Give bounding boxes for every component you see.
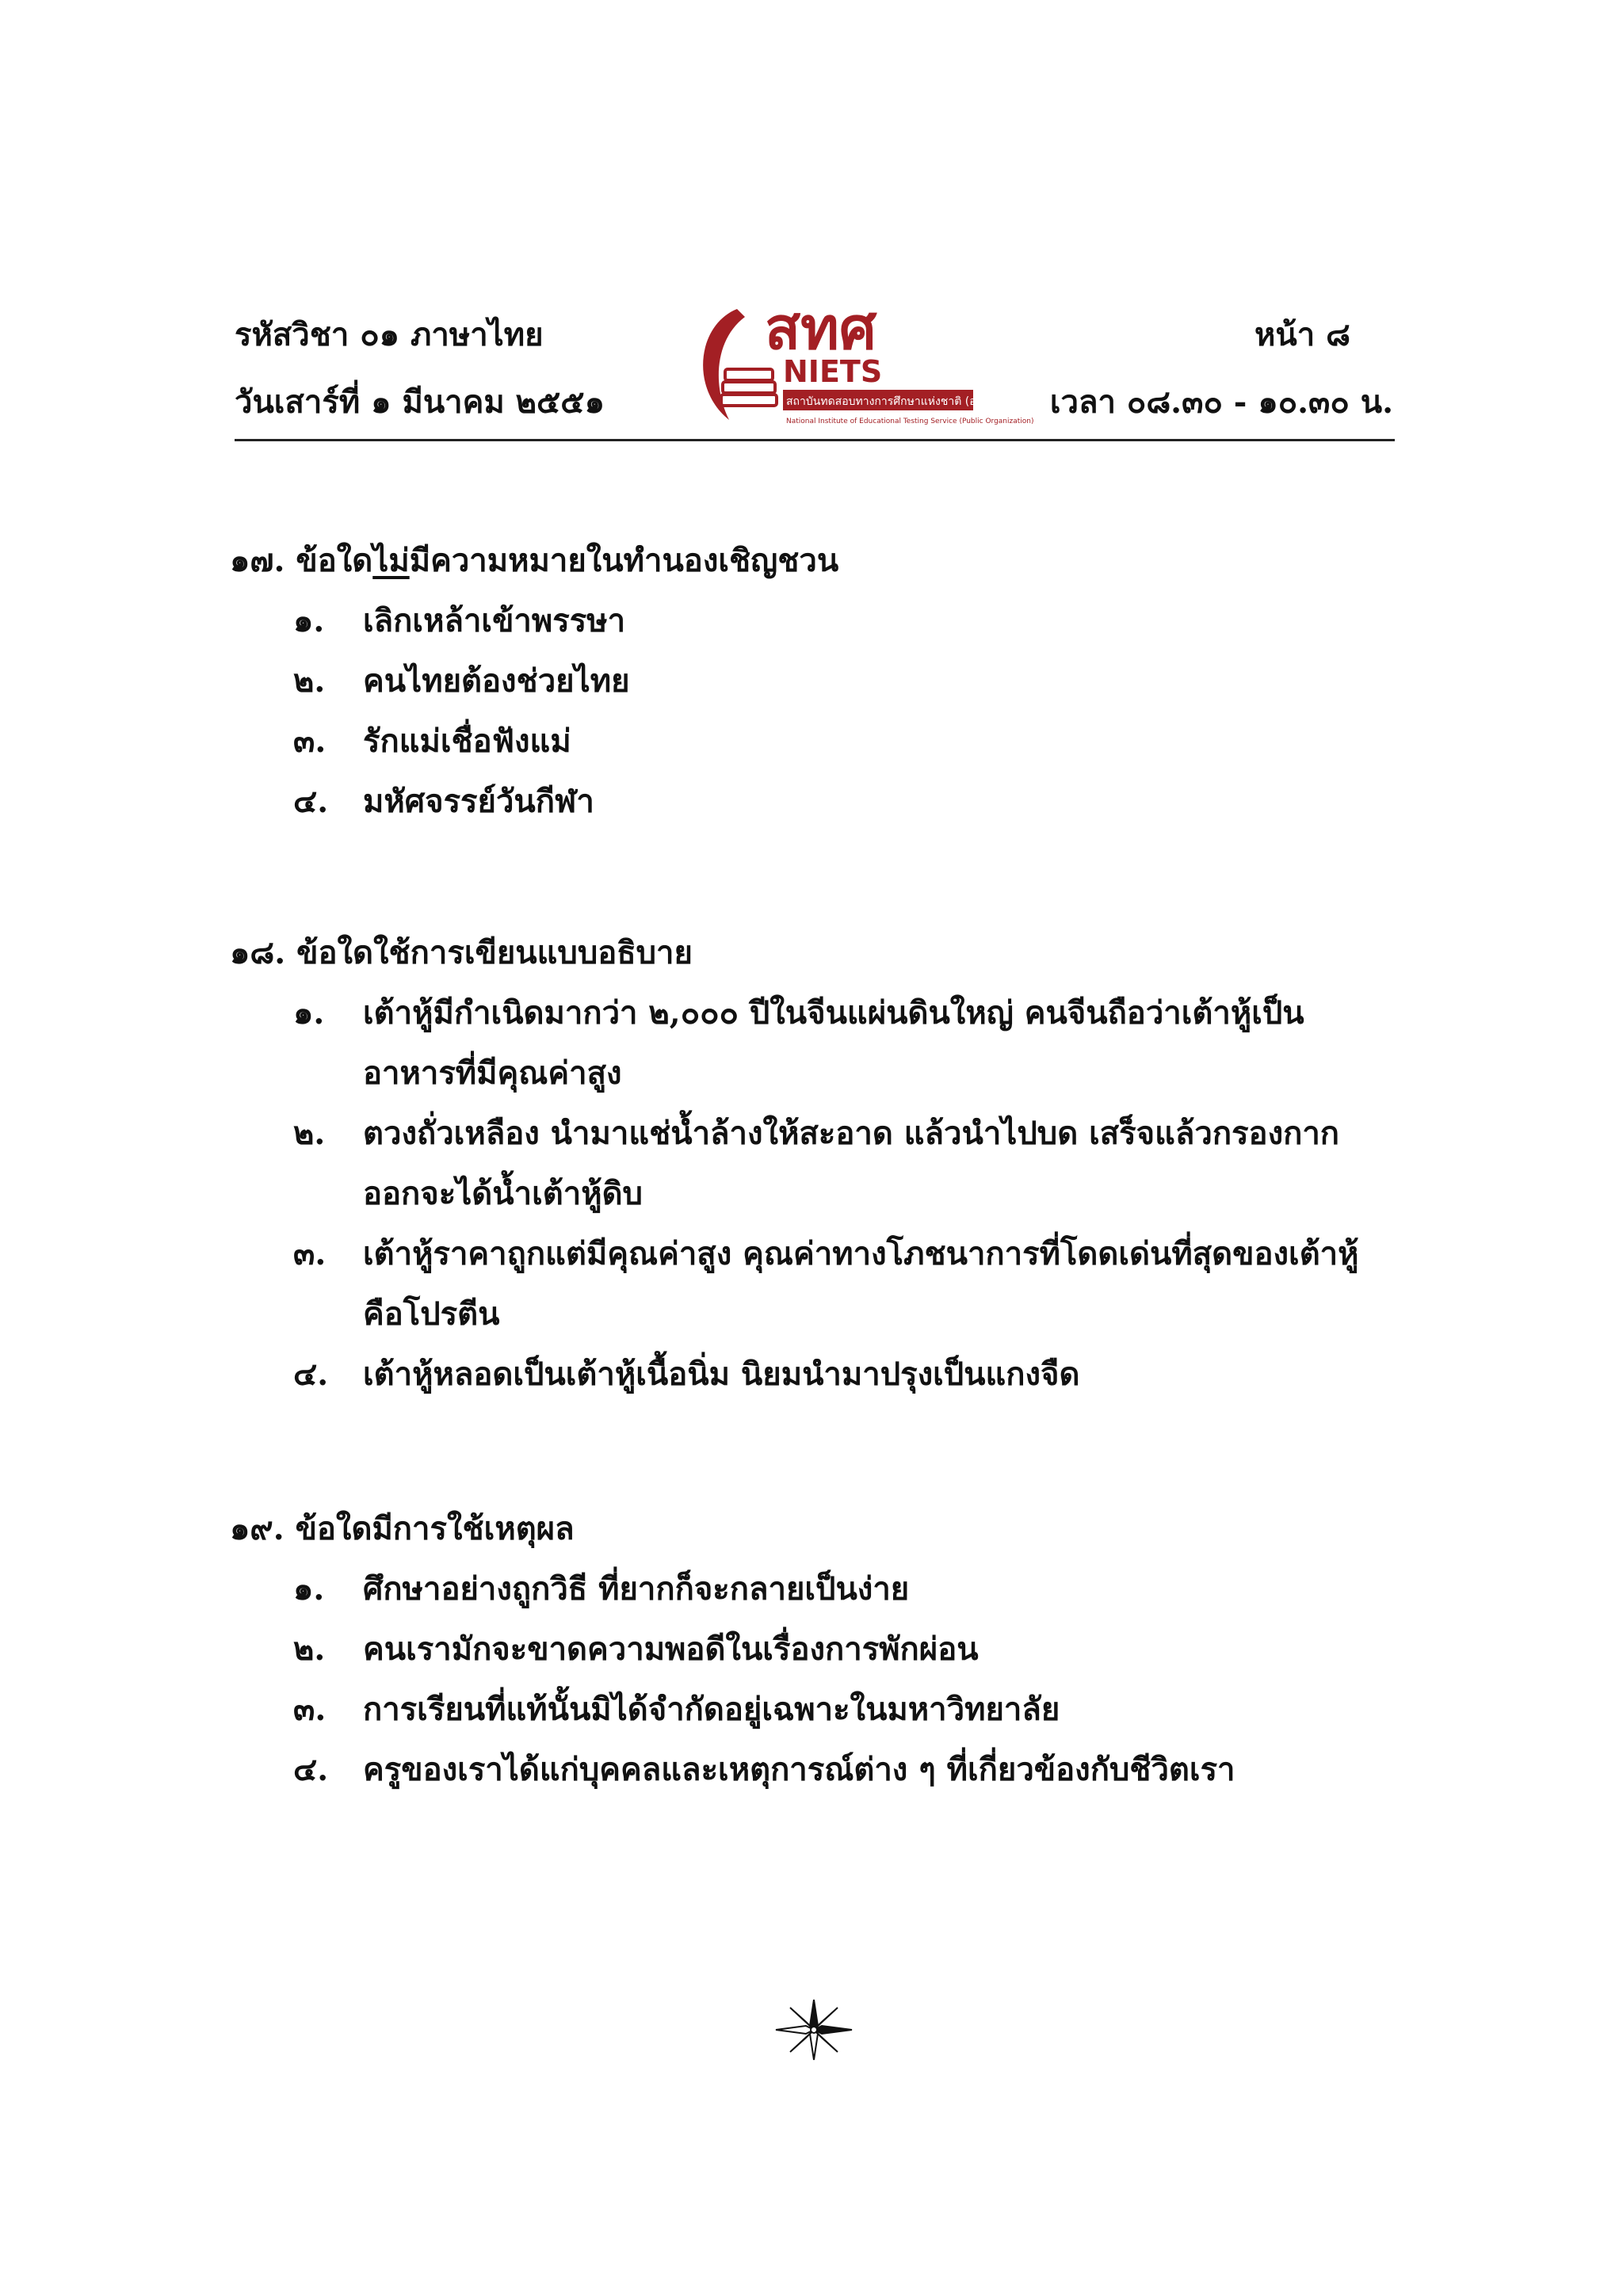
exam-time: เวลา ๐๘.๓๐ - ๑๐.๓๐ น. bbox=[1049, 383, 1393, 421]
choice-3: ๓. เต้าหู้ราคาถูกแต่มีคุณค่าสูง คุณค่าทางโภชนาการที่โดดเด่นที่สุดของเต้าหู้คือโปรตีน bbox=[293, 1235, 1359, 1333]
prompt-text: มีความหมายในทำนองเชิญชวน bbox=[409, 542, 839, 579]
question-number: ๑๘. bbox=[230, 934, 286, 971]
exam-date: วันเสาร์ที่ ๑ มีนาคม ๒๕๕๑ bbox=[235, 383, 605, 421]
prompt-text: ข้อใดมีการใช้เหตุผล bbox=[295, 1510, 575, 1547]
choice-3: ๓. การเรียนที่แท้นั้นมิได้จำกัดอยู่เฉพาะในมหาวิทยาลัย bbox=[293, 1691, 1060, 1728]
prompt-text: ข้อใด bbox=[296, 542, 373, 579]
choice-1: ๑. ศึกษาอย่างถูกวิธี ที่ยากก็จะกลายเป็นง่าย bbox=[293, 1570, 910, 1608]
question-prompt bbox=[230, 1499, 1395, 1559]
choice-2: ๒. ตวงถั่วเหลือง นำมาแช่น้ำล้างให้สะอาด แล้วนำไปบด เสร็จแล้วกรองกากออกจะได้น้ำเต้าหู้ดิบ bbox=[293, 1115, 1340, 1212]
prompt-underlined-word: ไม่ bbox=[372, 542, 410, 579]
compass-star-icon bbox=[774, 1998, 854, 2061]
choice-1: ๑. เลิกเหล้าเข้าพรรษา bbox=[293, 602, 626, 639]
question-prompt bbox=[230, 923, 1395, 983]
prompt-text: ข้อใดใช้การเขียนแบบอธิบาย bbox=[296, 934, 693, 971]
question-17 bbox=[230, 531, 1395, 832]
choice-3: ๓. รักแม่เชื่อฟังแม่ bbox=[293, 723, 571, 760]
choice-2: ๒. คนไทยต้องช่วยไทย bbox=[293, 662, 630, 700]
question-18 bbox=[230, 923, 1395, 1405]
logo-thai-name: สถาบันทดสอบทางการศึกษาแห่งชาติ (องค์การมหาชน) bbox=[786, 395, 1048, 408]
choice-1: ๑. เต้าหู้มีกำเนิดมากว่า ๒,๐๐๐ ปีในจีนแผ่นดินใหญ่ คนจีนถือว่าเต้าหู้เป็นอาหารที่มีคุณค่าสูง bbox=[293, 994, 1304, 1092]
question-number: ๑๙. bbox=[230, 1510, 285, 1547]
choice-4: ๔. ครูของเราได้แก่บุคคลและเหตุการณ์ต่าง ๆ ที่เกี่ยวข้องกับชีวิตเรา bbox=[293, 1751, 1235, 1788]
choice-2: ๒. คนเรามักจะขาดความพอดีในเรื่องการพักผ่อน bbox=[293, 1630, 979, 1668]
logo-abbr: NIETS bbox=[783, 354, 883, 389]
choice-4: ๔. มหัศจรรย์วันกีฬา bbox=[293, 783, 594, 820]
header-divider bbox=[235, 439, 1395, 441]
choice-4: ๔. เต้าหู้หลอดเป็นเต้าหู้เนื้อนิ่ม นิยมนำมาปรุงเป็นแกงจืด bbox=[293, 1356, 1080, 1393]
page-number: หน้า ๘ bbox=[1254, 316, 1350, 353]
niets-logo bbox=[682, 293, 1078, 434]
question-number: ๑๗. bbox=[230, 542, 285, 579]
question-prompt bbox=[230, 531, 1395, 591]
logo-english-name: National Institute of Educational Testing Service (Public Organization) bbox=[786, 418, 1034, 425]
subject-code: รหัสวิชา ๐๑ ภาษาไทย bbox=[235, 316, 544, 353]
question-19 bbox=[230, 1499, 1395, 1800]
logo-thai-letters: สทศ bbox=[765, 295, 876, 363]
